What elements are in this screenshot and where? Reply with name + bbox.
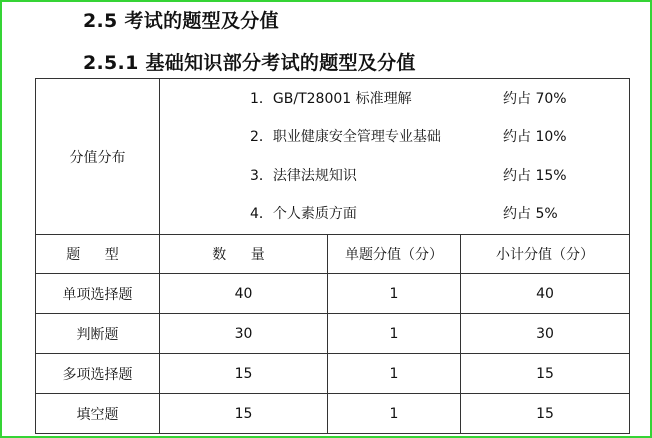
table-header-row <box>36 235 630 274</box>
subsection-heading: 2.5.1 基础知识部分考试的题型及分值 <box>83 52 416 74</box>
header-subtotal-score: 小计分值（分） <box>461 235 630 274</box>
distribution-list <box>160 79 630 235</box>
cell-question-type: 多项选择题 <box>36 354 160 394</box>
distribution-item-share: 约占 5% <box>503 206 558 222</box>
score-table <box>35 78 630 434</box>
table-row <box>36 314 630 354</box>
distribution-row <box>36 79 630 235</box>
distribution-item-label: 4．个人素质方面 <box>250 206 357 222</box>
distribution-item-label: 1．GB/T28001 标准理解 <box>250 90 412 107</box>
cell-subtotal-score: 40 <box>461 274 630 314</box>
cell-unit-score: 1 <box>328 394 461 434</box>
header-question-type: 题 型 <box>36 235 160 274</box>
distribution-item-label: 2．职业健康安全管理专业基础 <box>250 129 441 145</box>
table-row <box>36 354 630 394</box>
cell-quantity: 30 <box>160 314 328 354</box>
distribution-item <box>160 118 629 157</box>
cell-question-type: 判断题 <box>36 314 160 354</box>
distribution-label: 分值分布 <box>36 79 160 235</box>
cell-question-type: 单项选择题 <box>36 274 160 314</box>
cell-unit-score: 1 <box>328 274 461 314</box>
table-row <box>36 394 630 434</box>
distribution-item <box>160 80 629 119</box>
cell-subtotal-score: 15 <box>461 354 630 394</box>
cell-unit-score: 1 <box>328 354 461 394</box>
distribution-item-share: 约占 10% <box>503 129 567 145</box>
table-row <box>36 274 630 314</box>
header-unit-score: 单题分值（分） <box>328 235 461 274</box>
header-quantity: 数 量 <box>160 235 328 274</box>
cell-quantity: 15 <box>160 394 328 434</box>
distribution-item-share: 约占 70% <box>503 90 567 107</box>
cell-unit-score: 1 <box>328 314 461 354</box>
cell-question-type: 填空题 <box>36 394 160 434</box>
section-heading: 2.5 考试的题型及分值 <box>83 10 279 32</box>
cell-quantity: 15 <box>160 354 328 394</box>
cell-quantity: 40 <box>160 274 328 314</box>
distribution-item-label: 3．法律法规知识 <box>250 167 357 184</box>
distribution-item-share: 约占 15% <box>503 167 567 184</box>
distribution-item <box>160 195 629 234</box>
distribution-item <box>160 157 629 196</box>
cell-subtotal-score: 30 <box>461 314 630 354</box>
cell-subtotal-score: 15 <box>461 394 630 434</box>
